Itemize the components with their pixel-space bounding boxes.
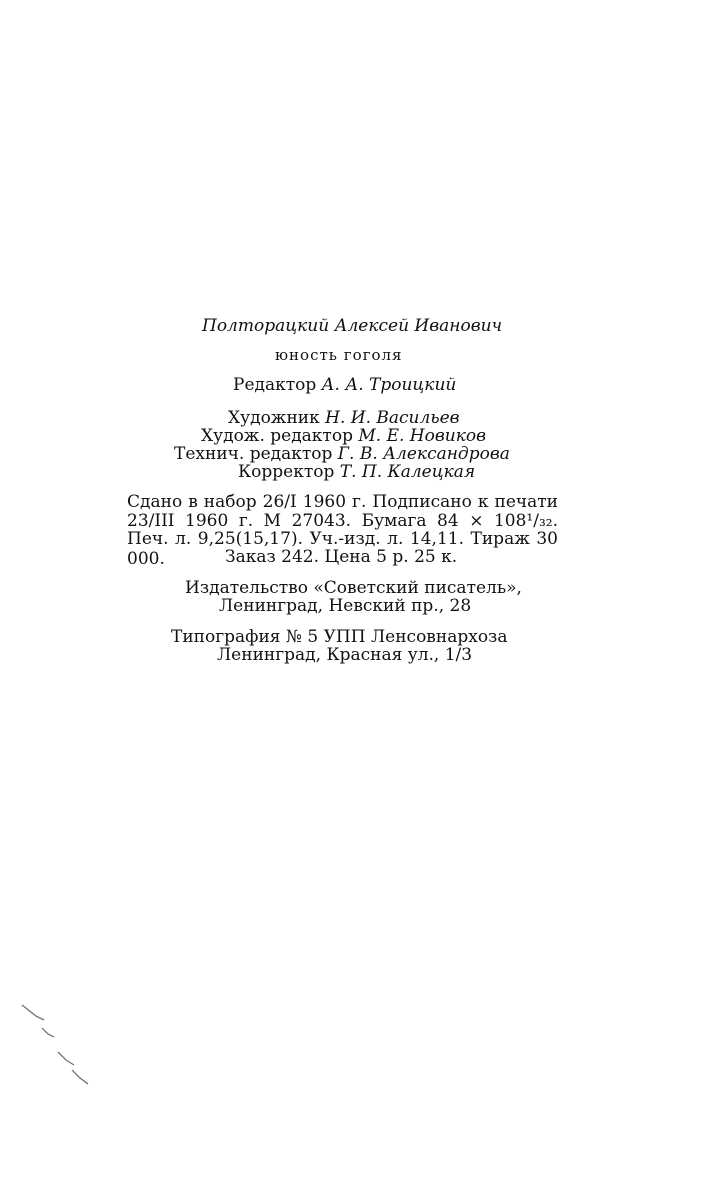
author-name: Полторацкий Алексей Иванович bbox=[202, 316, 503, 336]
imprint-line-2: 23/III 1960 г. М 27043. Бумага 84 × 108¹/₃₂. bbox=[127, 511, 558, 531]
publisher-line-2: Ленинград, Невский пр., 28 bbox=[219, 596, 472, 616]
printer-line-2: Ленинград, Красная ул., 1/3 bbox=[217, 645, 473, 665]
artist-credit bbox=[228, 408, 460, 428]
artist-name: Н. И. Васильев bbox=[325, 408, 460, 428]
art-editor-label: Худож. редактор bbox=[201, 426, 353, 446]
art-editor-credit bbox=[201, 426, 486, 446]
tech-editor-credit bbox=[174, 444, 510, 464]
editor-credit bbox=[233, 375, 456, 395]
scan-scratch-mark bbox=[14, 1000, 104, 1095]
tech-editor-name: Г. В. Александрова bbox=[337, 444, 510, 464]
imprint-line-1: Сдано в набор 26/I 1960 г. Подписано к печати bbox=[127, 492, 558, 512]
corrector-name: Т. П. Калецкая bbox=[339, 462, 476, 482]
imprint-line-3: Печ. л. 9,25(15,17). Уч.-изд. л. 14,11. Тираж 30 000. bbox=[127, 529, 558, 569]
editor-name: А. А. Троицкий bbox=[321, 375, 457, 395]
tech-editor-label: Технич. редактор bbox=[174, 444, 333, 464]
printer-line-1: Типография № 5 УПП Ленсовнархоза bbox=[171, 627, 508, 647]
art-editor-name: М. Е. Новиков bbox=[358, 426, 486, 446]
editor-label: Редактор bbox=[233, 375, 317, 395]
publisher-line-1: Издательство «Советский писатель», bbox=[185, 578, 522, 598]
imprint-line-4: Заказ 242. Цена 5 р. 25 к. bbox=[225, 547, 458, 567]
artist-label: Художник bbox=[228, 408, 320, 428]
corrector-label: Корректор bbox=[238, 462, 335, 482]
corrector-credit bbox=[238, 462, 475, 482]
book-title: юность гоголя bbox=[275, 346, 403, 364]
